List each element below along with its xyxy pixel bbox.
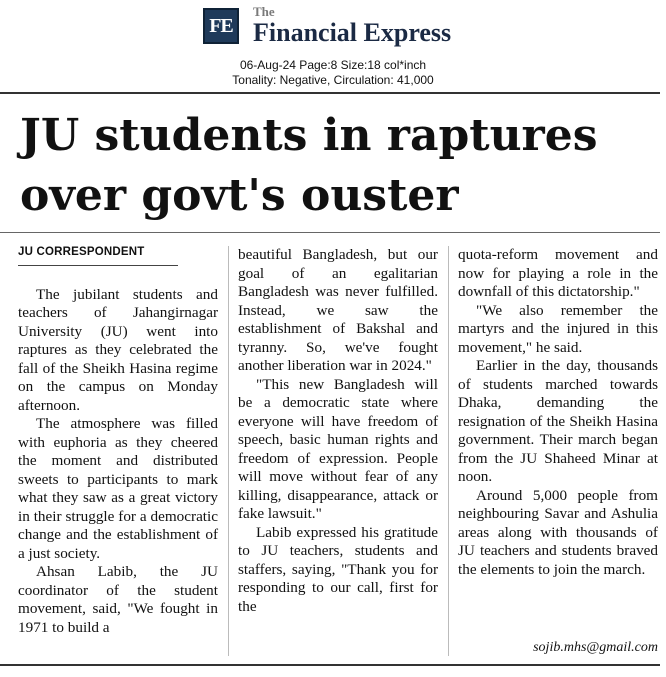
paragraph: The jubilant students and teachers of Jahangirnagar University (JU) went into raptures as they celebrated the fall of the Sheikh Hasina regime on the campus on Monday afternoon. bbox=[18, 285, 218, 414]
column-divider bbox=[448, 246, 449, 656]
clipping-meta-tonality-circulation: Tonality: Negative, Circulation: 41,000 bbox=[232, 73, 434, 87]
column-divider bbox=[228, 246, 229, 656]
bottom-rule bbox=[0, 664, 660, 666]
clipping-meta-date-page-size: 06-Aug-24 Page:8 Size:18 col*inch bbox=[239, 58, 427, 72]
article-column-2 bbox=[238, 246, 438, 616]
paragraph-continued: beautiful Bangladesh, but our goal of an egalitarian Bangladesh was never fulfilled. Instead, we saw the establishment of Bakshal and tyranny. So, we've fought another liberation war in 2024." bbox=[238, 246, 438, 374]
brand-name: Financial Express bbox=[253, 18, 452, 47]
article-column-3 bbox=[458, 246, 658, 579]
paragraph: Earlier in the day, thousands of students marched towards Dhaka, demanding the resignation of the Sheikh Hasina government. Their march began from the JU Shaheed Minar at noon. bbox=[458, 357, 658, 485]
paragraph-continued: quota-reform movement and now for playing a role in the downfall of this dictatorship." bbox=[458, 246, 658, 300]
headline-rule bbox=[0, 232, 660, 233]
article-headline bbox=[20, 106, 660, 226]
byline-rule bbox=[18, 265, 178, 266]
headline-line-1: JU students in raptures bbox=[20, 110, 598, 161]
headline-line-2: over govt's ouster bbox=[20, 170, 459, 221]
paragraph: Around 5,000 people from neighbouring Savar and Ashulia areas along with thousands of JU teachers and students braved the elements to join the march. bbox=[458, 486, 658, 578]
paragraph: Labib expressed his gratitude to JU teachers, students and staffers, saying, "Thank you for responding to our call, first for the bbox=[238, 523, 438, 615]
author-email: sojib.mhs@gmail.com bbox=[533, 640, 658, 655]
masthead bbox=[0, 0, 666, 92]
byline: JU CORRESPONDENT bbox=[18, 246, 145, 258]
paragraph: Ahsan Labib, the JU coordinator of the student movement, said, "We fought in 1971 to build a bbox=[18, 563, 218, 636]
brand-the: The bbox=[253, 4, 275, 19]
paragraph: "We also remember the martyrs and the injured in this movement," he said. bbox=[458, 301, 658, 356]
top-rule bbox=[0, 92, 660, 94]
fe-logo-text: FE bbox=[209, 14, 233, 37]
paragraph: "This new Bangladesh will be a democratic state where everyone will have freedom of speech, basic human rights and freedom of expression. People will move without fear of any killing, disappearance, attack or fake lawsuit." bbox=[238, 375, 438, 522]
article-column-1 bbox=[18, 243, 218, 637]
paragraph: The atmosphere was filled with euphoria as they cheered the moment and distributed sweets to participants to mark what they saw as a great victory in their struggle for a democratic change and the establishment of a just society. bbox=[18, 415, 218, 562]
fe-logo bbox=[203, 8, 239, 44]
